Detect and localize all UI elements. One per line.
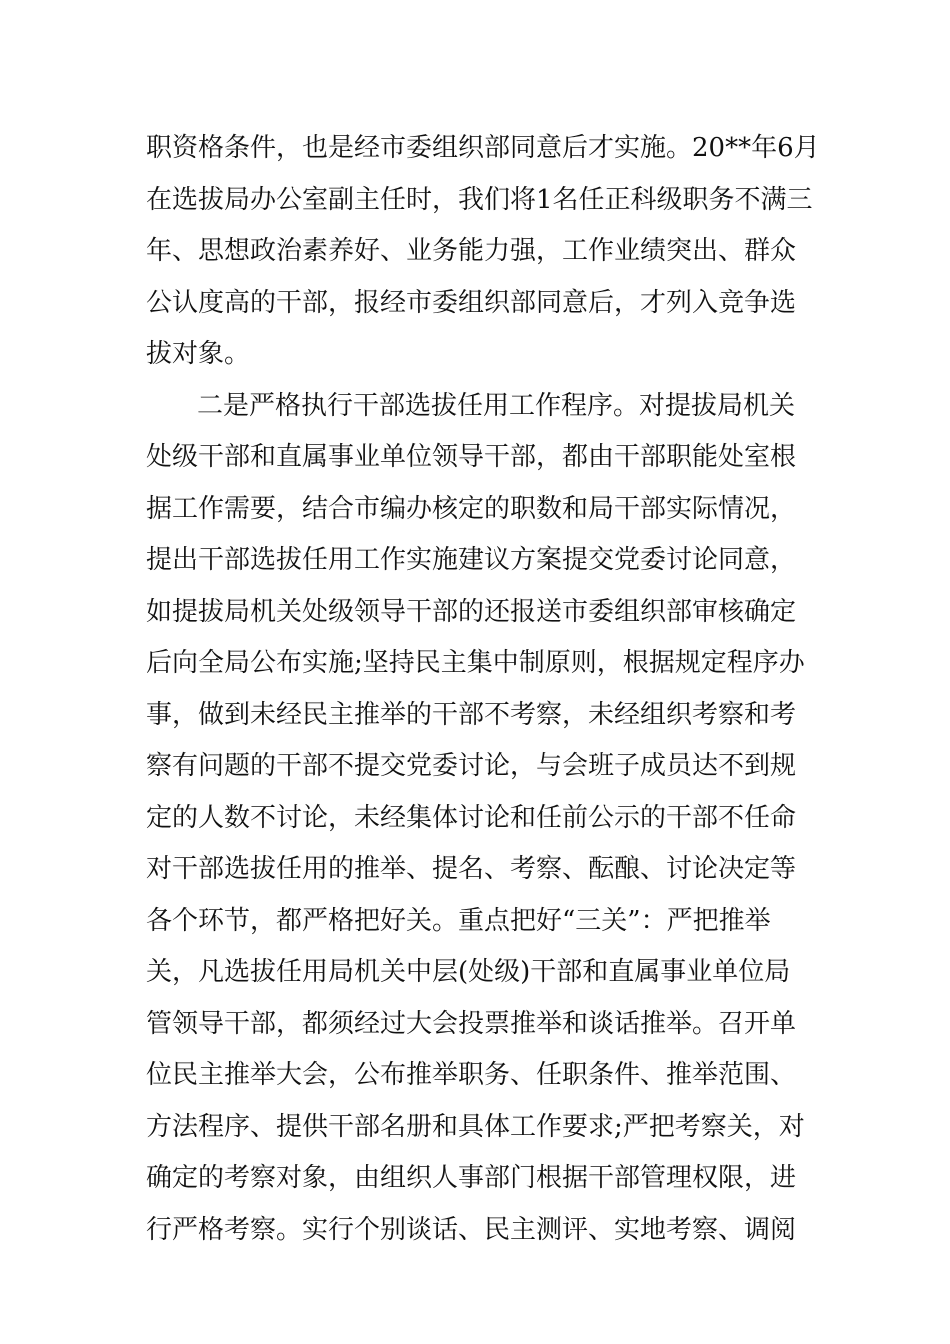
text-line-18: 管领导干部，都须经过大会投票推举和谈话推举。召开单 bbox=[146, 1009, 797, 1039]
text-line-16: 各个环节，都严格把好关。重点把好“三关”：严把推举 bbox=[146, 906, 771, 936]
text-line-1: 职资格条件，也是经市委组织部同意后才实施。20**年6月 bbox=[146, 133, 820, 163]
text-line-12: 事，做到未经民主推举的干部不考察，未经组织考察和考 bbox=[146, 700, 797, 730]
text-line-8: 据工作需要，结合市编办核定的职数和局干部实际情况， bbox=[146, 494, 797, 524]
text-line-22: 行严格考察。实行个别谈话、民主测评、实地考察、调阅 bbox=[146, 1215, 797, 1245]
text-line-10: 如提拔局机关处级领导干部的还报送市委组织部审核确定 bbox=[146, 597, 797, 627]
text-line-15: 对干部选拔任用的推举、提名、考察、酝酿、讨论决定等 bbox=[146, 854, 797, 884]
text-line-21: 确定的考察对象，由组织人事部门根据干部管理权限，进 bbox=[146, 1163, 797, 1193]
text-line-9: 提出干部选拔任用工作实施建议方案提交党委讨论同意， bbox=[146, 545, 797, 575]
text-line-6: 二是严格执行干部选拔任用工作程序。对提拔局机关 bbox=[197, 391, 796, 421]
text-line-20: 方法程序、提供干部名册和具体工作要求;严把考察关，对 bbox=[146, 1112, 805, 1142]
text-line-19: 位民主推举大会，公布推举职务、任职条件、推举范围、 bbox=[146, 1060, 797, 1090]
text-line-5: 拔对象。 bbox=[146, 339, 251, 369]
text-line-4: 公认度高的干部，报经市委组织部同意后，才列入竞争选 bbox=[146, 288, 797, 318]
text-line-2: 在选拔局办公室副主任时，我们将1名任正科级职务不满三 bbox=[146, 185, 813, 215]
text-line-14: 定的人数不讨论，未经集体讨论和任前公示的干部不任命 bbox=[146, 803, 797, 833]
text-line-11: 后向全局公布实施;坚持民主集中制原则，根据规定程序办 bbox=[146, 648, 805, 678]
text-line-13: 察有问题的干部不提交党委讨论，与会班子成员达不到规 bbox=[146, 751, 797, 781]
text-line-3: 年、思想政治素养好、业务能力强，工作业绩突出、群众 bbox=[146, 236, 797, 266]
text-line-7: 处级干部和直属事业单位领导干部，都由干部职能处室根 bbox=[146, 442, 797, 472]
text-line-17: 关，凡选拔任用局机关中层(处级)干部和直属事业单位局 bbox=[146, 957, 791, 987]
